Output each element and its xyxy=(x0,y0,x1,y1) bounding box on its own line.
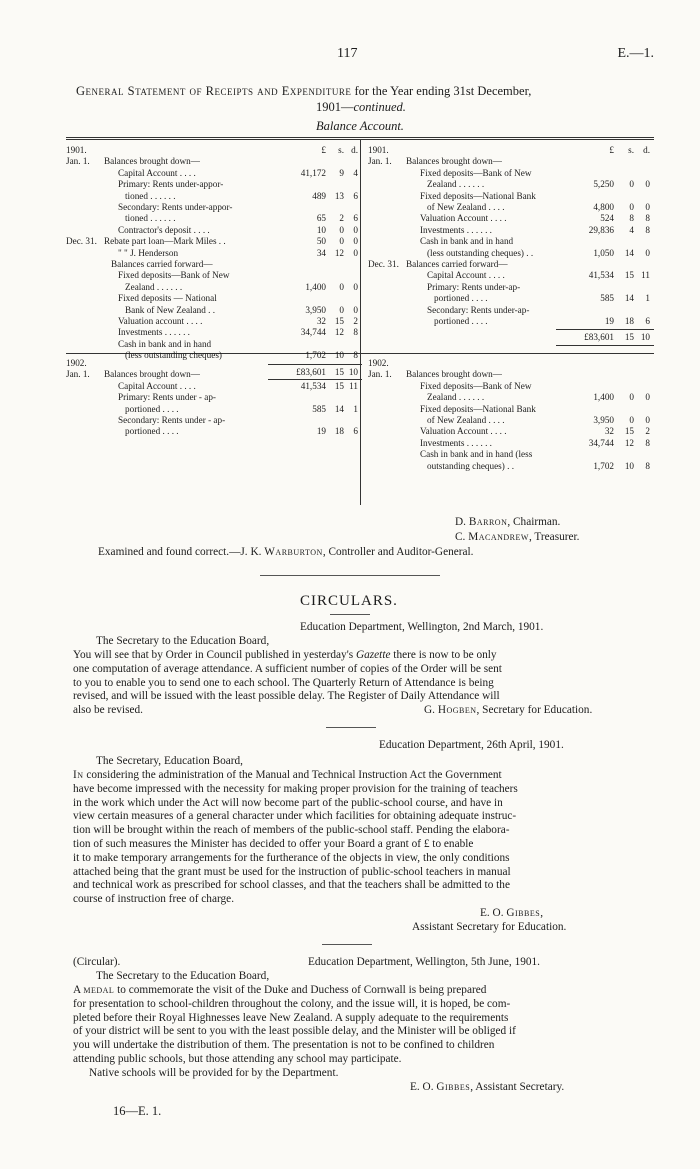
body-line: course of instruction free of charge. xyxy=(73,893,235,906)
ledger-pence: 0 xyxy=(353,247,358,258)
circular2-signature-name: E. O. Gibbes, xyxy=(480,907,544,919)
ledger-label: Primary: Rents under-ap- xyxy=(427,281,521,292)
ledger-pounds: 1,702 xyxy=(593,460,614,471)
ledger-pence: 0 xyxy=(645,202,650,212)
ledger-shillings: 14 xyxy=(624,293,634,304)
statement-title-year: 1901— xyxy=(316,100,354,114)
ledger-shillings: 10 xyxy=(624,460,634,471)
ledger-label: " " J. Henderson xyxy=(118,247,179,258)
ledger-label: Balances carried forward— xyxy=(111,259,213,269)
statement-title-suffix: for the Year ending 31st December, xyxy=(354,84,532,98)
ledger-label: Zealand . . . . . . xyxy=(125,281,183,292)
ledger-label: Capital Account . . . . xyxy=(118,380,196,391)
ledger-pence: 8 xyxy=(645,213,650,224)
ledger-pence: 2 xyxy=(645,426,650,437)
ledger-date: Jan. 1. xyxy=(66,369,90,380)
ledger-date: Jan. 1. xyxy=(368,156,392,167)
ledger-label: Fixed deposits—Bank of New xyxy=(118,270,230,281)
ledger-pounds: 585 xyxy=(600,293,614,304)
body-line: A medal to commemorate the visit of the Duke and Duchess of Cornwall is being prepared xyxy=(73,984,487,996)
ledger-label: Balances brought down— xyxy=(104,156,200,167)
body-line: of your district will be sent to you with the least possible delay, and the Minister will be obliged if xyxy=(73,1025,516,1038)
ledger-pence: 11 xyxy=(641,270,650,281)
ledger-pounds: 1,400 xyxy=(593,392,614,403)
circular2-dateline: Education Department, 26th April, 1901. xyxy=(379,739,564,751)
ledger-shillings: 0 xyxy=(339,236,344,247)
ledger-shillings: 15 xyxy=(334,380,344,391)
ledger-label: Cash in bank and in hand (less xyxy=(420,449,533,460)
ledger-pounds: 29,836 xyxy=(588,224,614,235)
ledger-pounds: 489 xyxy=(312,190,326,201)
body-line: tion of such measures the Minister has decided to offer your Board a grant of £ to enable xyxy=(73,837,474,850)
ledger-label: outstanding cheques) . . xyxy=(427,460,515,471)
statement-title-prefix: General Statement of Receipts and Expenditure xyxy=(76,84,352,98)
treasurer-signature: C. Macandrew, Treasurer. xyxy=(455,531,580,543)
ledger-shillings: 0 xyxy=(339,304,344,315)
body-line: revised, and will be issued with the least possible delay. The Register of Daily Attendance will xyxy=(73,690,500,703)
ledger-pounds: 41,534 xyxy=(300,380,326,391)
ledger-shillings: 4 xyxy=(629,224,634,235)
ledger-pence: 0 xyxy=(353,281,358,292)
body-line: attached being that the grant must be used for the instruction of public-school teachers in manual xyxy=(73,865,511,878)
circular3-native-line: Native schools will be provided for by the Department. xyxy=(89,1067,339,1079)
ledger-date: Jan. 1. xyxy=(368,369,392,380)
body-line: You will see that by Order in Council published in yesterday's Gazette there is now to be only xyxy=(73,649,497,661)
body-line: you will undertake the distribution of them. The presentation is not to be confined to children xyxy=(73,1039,495,1052)
ledger-pounds: 41,172 xyxy=(300,167,326,178)
statement-title-line1 xyxy=(76,83,531,99)
page-reference: E.—1. xyxy=(617,46,654,61)
ledger-label: Balances carried forward— xyxy=(406,259,508,269)
ledger-pounds: 50 xyxy=(316,236,326,247)
ledger-pence: 8 xyxy=(645,224,650,235)
ledger-label: Cash in bank and in hand xyxy=(420,236,514,247)
ledger-pounds: 32 xyxy=(316,316,326,326)
ledger-shillings: 9 xyxy=(339,167,344,178)
ledger-label: Zealand . . . . . . xyxy=(427,179,485,190)
ledger-pounds: 5,250 xyxy=(593,179,614,190)
ledger-shillings: 2 xyxy=(339,213,344,224)
ledger-pounds: 585 xyxy=(312,403,326,414)
ledger-pounds: 4,800 xyxy=(593,202,614,212)
ledger-pence: 6 xyxy=(645,316,650,326)
body-line: pleted before their Royal Highnesses leave New Zealand. A supply adequate to the requirements xyxy=(73,1011,509,1024)
ledger-label: (less outstanding cheques) xyxy=(125,350,222,361)
circular3-salutation: The Secretary to the Education Board, xyxy=(96,970,270,982)
ledger-shillings: 0 xyxy=(629,415,634,425)
ledger-label: portioned . . . . xyxy=(125,403,179,414)
circular1-dateline: Education Department, Wellington, 2nd March, 1901. xyxy=(300,621,544,633)
ledger-shillings: 0 xyxy=(629,202,634,212)
ledger-pence: 8 xyxy=(353,327,358,338)
ledger-shillings: 12 xyxy=(624,437,634,448)
ledger-shillings: 12 xyxy=(334,247,344,258)
ledger-shillings: 0 xyxy=(339,281,344,292)
ledger-pounds: 3,950 xyxy=(593,415,614,425)
body-line: in the work which under the Act will now become part of the public-school course, and have in xyxy=(73,796,503,809)
ledger-pounds: 34,744 xyxy=(588,437,614,448)
ledger-pence: 11 xyxy=(349,380,358,391)
body-line: for presentation to school-children throughout the colony, and the issue will, it is hoped, be com- xyxy=(73,997,511,1010)
ledger-label: (less outstanding cheques) . . xyxy=(427,247,534,258)
ledger-pence: 0 xyxy=(353,224,358,235)
ledger-pounds: 32 xyxy=(604,426,614,437)
ledger-shillings: 8 xyxy=(629,213,634,224)
ledger-label: Fixed deposits—National Bank xyxy=(420,403,536,414)
ledger-pence: 2 xyxy=(353,316,358,326)
ledger-shillings: 14 xyxy=(334,403,344,414)
ledger-pounds: 65 xyxy=(316,213,326,224)
ledger-label: portioned . . . . xyxy=(434,316,488,326)
body-line: it to make temporary arrangements for the furtherance of the objects in view, the only conditions xyxy=(73,851,510,864)
currency-header: £ xyxy=(609,145,614,155)
ledger-pence: 0 xyxy=(645,247,650,258)
ledger-label: Valuation account . . . . xyxy=(118,316,203,326)
ledger-label: Fixed deposits—Bank of New xyxy=(420,380,532,391)
body-line: attending public schools, but those attending any school may participate. xyxy=(73,1052,402,1065)
ledger-shillings: 0 xyxy=(629,392,634,403)
ledger-shillings: 13 xyxy=(334,190,344,201)
ledger-pounds: 34,744 xyxy=(300,327,326,338)
ledger-pence: 6 xyxy=(353,213,358,224)
circulars-heading: CIRCULARS. xyxy=(300,593,398,609)
ledger-label: tioned . . . . . . xyxy=(125,213,176,224)
ledger-label: Capital Account . . . . xyxy=(118,167,196,178)
total-rule xyxy=(268,364,362,365)
currency-header: s. xyxy=(628,145,634,155)
ledger-label: Fixed deposits — National xyxy=(118,293,217,304)
total-pence: 10 xyxy=(348,366,358,377)
divider-rule xyxy=(260,575,440,576)
currency-header: d. xyxy=(351,145,358,155)
body-line: In considering the administration of the Manual and Technical Instruction Act the Government xyxy=(73,769,502,781)
ledger-label: Balances brought down— xyxy=(406,369,502,380)
circular2-body xyxy=(73,769,671,907)
total-pounds: £83,601 xyxy=(584,332,614,343)
currency-header: £ xyxy=(321,145,326,155)
circular2-salutation: The Secretary, Education Board, xyxy=(96,755,244,767)
ledger-pounds: 1,400 xyxy=(305,281,326,292)
ledger-label: Secondary: Rents under - ap- xyxy=(118,415,226,425)
ledger-pence: 0 xyxy=(645,415,650,425)
ledger-pounds: 19 xyxy=(316,426,326,437)
ledger-pence: 6 xyxy=(353,426,358,437)
ledger-shillings: 0 xyxy=(629,179,634,190)
total-pence: 10 xyxy=(640,332,650,343)
ledger-shillings: 14 xyxy=(624,247,634,258)
auditor-line: Examined and found correct.—J. K. Warburton, Controller and Auditor-General. xyxy=(98,546,474,558)
ledger-date: Jan. 1. xyxy=(66,156,90,167)
page-number: 117 xyxy=(337,46,358,61)
ledger-pounds: 19 xyxy=(604,316,614,326)
ledger-pounds: 41,534 xyxy=(588,270,614,281)
currency-header: s. xyxy=(338,145,344,155)
circular3-body xyxy=(73,984,671,1067)
ledger-label: Primary: Rents under - ap- xyxy=(118,392,216,403)
ledger-label: Investments . . . . . . xyxy=(420,224,492,235)
total-rule xyxy=(556,329,654,330)
ledger-shillings: 18 xyxy=(624,316,634,326)
body-line: also be revised. xyxy=(73,704,143,717)
statement-title-continued: continued. xyxy=(353,100,406,114)
ledger-label: Balances brought down— xyxy=(104,369,200,380)
ledger-label: tioned . . . . . . xyxy=(125,190,176,201)
ledger-label: of New Zealand . . . . xyxy=(427,202,505,212)
ledger-pounds: 524 xyxy=(600,213,614,224)
ledger-label: Bank of New Zealand . . xyxy=(125,304,216,315)
ledger-year: 1902. xyxy=(66,358,87,368)
circular1-end-rule xyxy=(326,727,376,728)
ledger-pence: 0 xyxy=(353,304,358,315)
ledger-label: portioned . . . . xyxy=(125,426,179,437)
ledger-pounds: 10 xyxy=(316,224,326,235)
table-top-rule xyxy=(66,137,654,138)
ledger-year: 1901. xyxy=(66,145,87,155)
ledger-label: Zealand . . . . . . xyxy=(427,392,485,403)
ledger-shillings: 10 xyxy=(334,350,344,361)
total-rule xyxy=(556,345,654,346)
ledger-date: Dec. 31. xyxy=(66,236,97,247)
ledger-label: Capital Account . . . . xyxy=(427,270,505,281)
ledger-label: Cash in bank and in hand xyxy=(118,338,212,349)
body-line: to you to enable you to send one to each school. The Quarterly Return of Attendance is being xyxy=(73,676,494,689)
currency-header: d. xyxy=(643,145,650,155)
ledger-label: Valuation Account . . . . xyxy=(420,213,507,224)
ledger-year: 1901. xyxy=(368,145,389,155)
circular3-signature: E. O. Gibbes, Assistant Secretary. xyxy=(410,1081,565,1093)
ledger-shillings: 15 xyxy=(624,270,634,281)
ledger-pence: 1 xyxy=(353,403,358,414)
total-shillings: 15 xyxy=(624,332,634,343)
statement-title-line2 xyxy=(316,99,406,115)
chairman-signature: D. Barron, Chairman. xyxy=(455,516,561,528)
ledger-pounds: 3,950 xyxy=(305,304,326,315)
circular3-dateline: Education Department, Wellington, 5th June, 1901. xyxy=(308,956,540,968)
ledger-pence: 1 xyxy=(645,293,650,304)
table-center-rule xyxy=(360,140,361,505)
ledger-label: Rebate part loan—Mark Miles . . xyxy=(104,236,226,247)
ledger-label: of New Zealand . . . . xyxy=(427,415,505,425)
ledger-label: Fixed deposits—Bank of New xyxy=(420,167,532,178)
ledger-shillings: 15 xyxy=(334,316,344,326)
ledger-pence: 8 xyxy=(353,350,358,361)
ledger-pounds: 34 xyxy=(316,247,326,258)
ledger-date: Dec. 31. xyxy=(368,259,399,269)
ledger-shillings: 0 xyxy=(339,224,344,235)
circular2-signature-title: Assistant Secretary for Education. xyxy=(412,921,567,933)
section-title: Balance Account. xyxy=(316,119,404,133)
ledger-label: Investments . . . . . . xyxy=(420,437,492,448)
total-shillings: 15 xyxy=(334,366,344,377)
ledger-label: portioned . . . . xyxy=(434,293,488,304)
ledger-shillings: 12 xyxy=(334,327,344,338)
ledger-label: Balances brought down— xyxy=(406,156,502,167)
ledger-pence: 8 xyxy=(645,437,650,448)
body-line: and technical work as prescribed for school classes, and that the teachers shall be admitted to the xyxy=(73,879,510,892)
heading-rule xyxy=(330,614,370,615)
ledger-label: Contractor's deposit . . . . xyxy=(118,224,210,235)
ledger-pounds: 1,702 xyxy=(305,350,326,361)
ledger-pence: 0 xyxy=(645,392,650,403)
ledger-pence: 8 xyxy=(645,460,650,471)
ledger-pence: 0 xyxy=(645,179,650,190)
ledger-pounds: 1,050 xyxy=(593,247,614,258)
ledger-label: Investments . . . . . . xyxy=(118,327,190,338)
ledger-pence: 6 xyxy=(353,190,358,201)
ledger-year: 1902. xyxy=(368,358,389,368)
ledger-shillings: 18 xyxy=(334,426,344,437)
body-line: tion will be brought within the reach of members of the public-school staff. Pending the elabora- xyxy=(73,824,510,837)
ledger-label: Primary: Rents under-appor- xyxy=(118,179,224,190)
body-line: have become impressed with the necessity for making proper provision for the training of teachers xyxy=(73,782,518,795)
circular1-signature: G. Hogben, Secretary for Education. xyxy=(424,704,593,716)
ledger-label: Valuation Account . . . . xyxy=(420,426,507,437)
ledger-label: Secondary: Rents under-ap- xyxy=(427,304,530,315)
ledger-label: Secondary: Rents under-appor- xyxy=(118,202,233,212)
ledger-pence: 4 xyxy=(353,167,358,178)
ledger-pence: 0 xyxy=(353,236,358,247)
body-line: view certain measures of a general character under which facilities for obtaining adequate instruc- xyxy=(73,810,517,823)
circular1-salutation: The Secretary to the Education Board, xyxy=(96,635,270,647)
circular3-label: (Circular). xyxy=(73,956,121,968)
ledger-label: Fixed deposits—National Bank xyxy=(420,190,536,201)
total-pounds: £83,601 xyxy=(296,366,326,377)
circular2-end-rule xyxy=(322,944,372,945)
ledger-shillings: 15 xyxy=(624,426,634,437)
footer-signature-mark: 16—E. 1. xyxy=(113,1104,162,1118)
body-line: one computation of average attendance. A sufficient number of copies of the Order will be sent xyxy=(73,662,502,675)
